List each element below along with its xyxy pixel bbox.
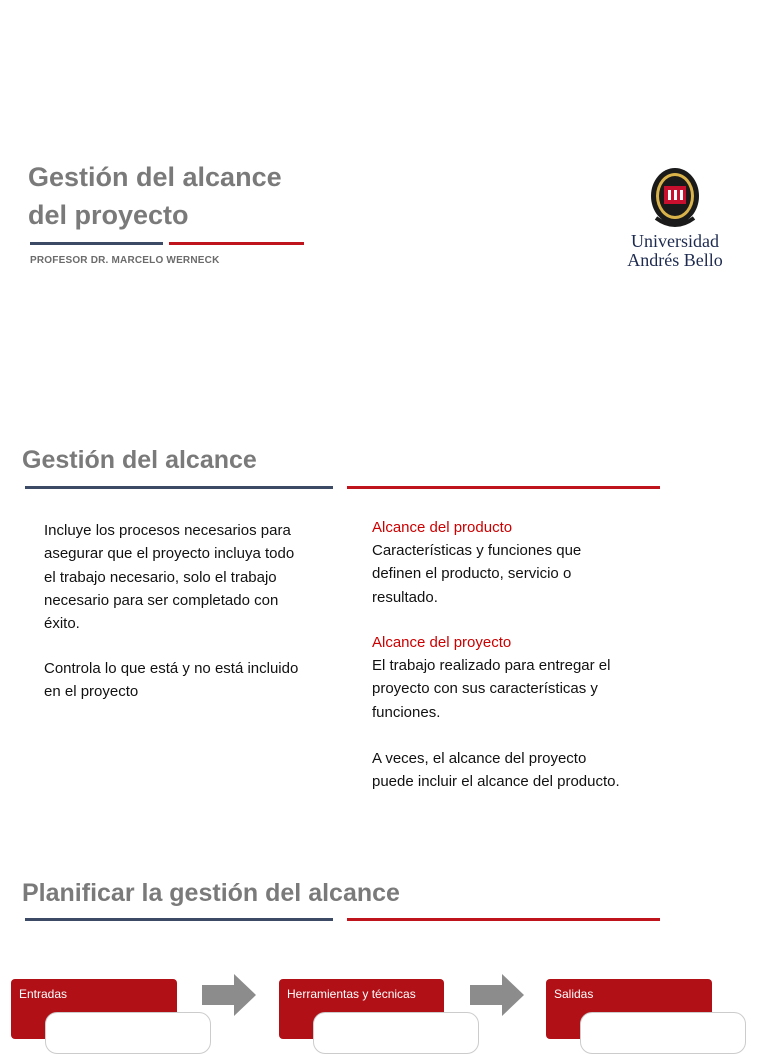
- text-line: Incluye los procesos necesarios para: [44, 522, 291, 539]
- outputs-box: [546, 979, 712, 1039]
- university-logo-icon: [646, 166, 704, 230]
- slide1-title-line2: del proyecto: [28, 200, 189, 230]
- text-line: Características y funciones que: [372, 542, 582, 559]
- outputs-label: Salidas: [554, 987, 594, 1001]
- slide1-title-line1: Gestión del alcance: [28, 162, 282, 192]
- title-underline-red: [169, 242, 304, 245]
- inputs-label: Entradas: [19, 987, 68, 1001]
- logo-line1: Universidad: [631, 231, 719, 251]
- outputs-inner-panel: [580, 1012, 746, 1054]
- text-line: asegurar que el proyecto incluya todo: [44, 545, 295, 563]
- tools-box: [279, 979, 444, 1039]
- professor-name: PROFESOR DR. MARCELO WERNECK: [30, 255, 220, 266]
- text-line: en el proyecto: [44, 683, 139, 701]
- slide2-heading: Gestión del alcance: [22, 446, 257, 474]
- arrow-right-icon: [202, 974, 256, 1016]
- text-line: éxito.: [44, 615, 80, 633]
- slide2-underline-blue: [25, 486, 333, 489]
- product-scope-heading: Alcance del producto: [372, 519, 513, 536]
- text-line: Controla lo que está y no está incluido: [44, 660, 299, 677]
- text-line: resultado.: [372, 588, 438, 606]
- text-line: A veces, el alcance del proyecto: [372, 750, 587, 767]
- tools-inner-panel: [313, 1012, 479, 1054]
- slide3-underline-blue: [25, 918, 333, 921]
- scope-note-text: [372, 747, 620, 794]
- slide1-title: [28, 158, 282, 234]
- project-scope-text: [372, 654, 610, 724]
- text-line: proyecto con sus características y: [372, 680, 598, 698]
- arrow-right-icon: [470, 974, 524, 1016]
- text-line: el trabajo necesario, solo el trabajo: [44, 568, 277, 586]
- text-line: El trabajo realizado para entregar el: [372, 657, 611, 674]
- inputs-box: [11, 979, 177, 1039]
- product-scope-text: [372, 539, 581, 609]
- left-paragraph-2: [44, 657, 298, 704]
- slide3-heading: Planificar la gestión del alcance: [22, 879, 400, 907]
- left-paragraph-1: [44, 519, 294, 635]
- text-line: funciones.: [372, 703, 441, 721]
- text-line: puede incluir el alcance del producto.: [372, 773, 620, 791]
- university-logo-text: [610, 232, 740, 270]
- logo-line2: Andrés Bello: [627, 250, 723, 270]
- project-scope-heading: Alcance del proyecto: [372, 634, 512, 651]
- title-underline-blue: [30, 242, 163, 245]
- tools-label: Herramientas y técnicas: [287, 987, 416, 1001]
- slide3-underline-red: [347, 918, 660, 921]
- text-line: necesario para ser completado con: [44, 591, 279, 609]
- slide2-underline-red: [347, 486, 660, 489]
- inputs-inner-panel: [45, 1012, 211, 1054]
- text-line: definen el producto, servicio o: [372, 565, 572, 583]
